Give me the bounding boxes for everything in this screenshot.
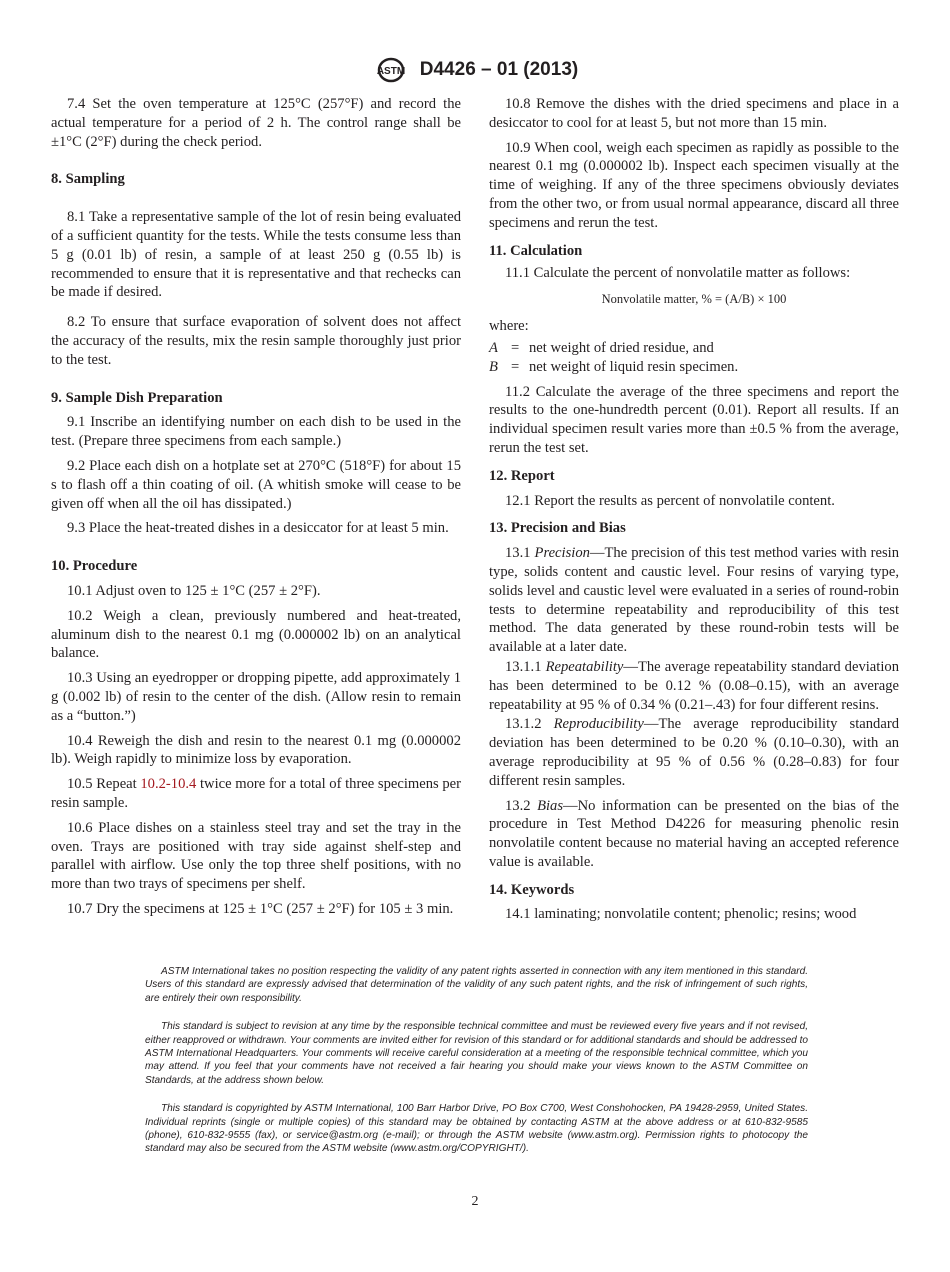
- section-heading-keywords: 14. Keywords: [489, 881, 575, 898]
- right-column: [489, 95, 899, 955]
- paragraph-7-4: 7.4 Set the oven temperature at 125°C (257°F) and record the actual temperature for a period of 2 h. The control range shall be ±1°C (2°F) during the check period.: [51, 96, 461, 150]
- paragraph-10-3: 10.3 Using an eyedropper or dropping pipette, add approximately 1 g (0.002 lb) of resin to the center of the dish. (Allow resin to remain as a “button.”): [51, 670, 461, 724]
- svg-text:ASTM: ASTM: [376, 66, 405, 77]
- left-column: [51, 95, 461, 955]
- paragraph-text: —The average reproducibility standard deviation has been determined to be 0.20 % (0.10–0.30), with an average reproducibility at 95 % of 0.56 % (0.28–0.83) for four different resin samples.: [489, 716, 899, 789]
- paragraph-9-1: 9.1 Inscribe an identifying number on each dish to be used in the test. (Prepare three specimens from each sample.): [51, 414, 461, 450]
- two-column-body: [51, 95, 899, 955]
- paragraph-9-3: 9.3 Place the heat-treated dishes in a desiccator for at least 5 min.: [67, 520, 449, 537]
- paragraph-13-1: [489, 544, 899, 657]
- paragraph-13-2: [489, 797, 899, 872]
- paragraph-11-2: 11.2 Calculate the average of the three specimens and report the results to the one-hundredth percent (0.01). Report all results. If an individual specimen result varies more than ±0.5 % from the average, rerun the test set.: [489, 383, 899, 456]
- footer-revision-notice: This standard is subject to revision at any time by the responsible technical committee and must be reviewed every five years and if not revised, either reapproved or withdrawn. Your comments are invited either for revision of this standard or for additional standards and should be addressed to ASTM International Headquarters. Your comments will receive careful consideration at a meeting of the responsible technical committee, which you may attend. If you feel that your comments have not received a fair hearing you should make your views known to the ASTM Committee on Standards, at the address shown below.: [145, 1021, 809, 1086]
- paragraph-12-1: 12.1 Report the results as percent of nonvolatile content.: [505, 492, 835, 509]
- paragraph-8-1: 8.1 Take a representative sample of the lot of resin being evaluated of a sufficient quantity for the tests. While the tests consume less than 5 g (0.01 lb) of resin, a sample of at least 250 g (0.55 lb) is recommended to ensure that it is representative and that rechecks can be made if desired.: [51, 209, 461, 301]
- paragraph-13-1-2: [489, 715, 899, 790]
- formula: Nonvolatile matter, % = (A/B) × 100: [601, 292, 787, 307]
- paragraph-number: 13.1.1: [505, 658, 546, 675]
- footer-notices: [145, 965, 808, 1156]
- paragraph-14-1: 14.1 laminating; nonvolatile content; phenolic; resins; wood: [505, 906, 857, 923]
- paragraph-title: Repeatability: [545, 658, 624, 675]
- definition-b: [489, 358, 899, 377]
- definition-a: [489, 339, 899, 358]
- paragraph-10-9: 10.9 When cool, weigh each specimen as rapidly as possible to the nearest 0.1 mg (0.000002 lb). Inspect each specimen visually at the time of weighing. If any of the three specimens obviously deviates from the other two, or from usual normal appearance, discard all three specimens and rerun the test.: [489, 139, 899, 231]
- where-label: where:: [489, 318, 529, 335]
- section-heading-report: 12. Report: [489, 467, 555, 484]
- paragraph-10-7: 10.7 Dry the specimens at 125 ± 1°C (257 ± 2°F) for 105 ± 3 min.: [67, 900, 454, 917]
- footer-copyright-notice: This standard is copyrighted by ASTM International, 100 Barr Harbor Drive, PO Box C700, West Conshohocken, PA 19428-2959, United States. Individual reprints (single or multiple copies) of this standard may be obtained by contacting ASTM at the above address or at 610-832-9585 (phone), 610-832-9555 (fax), or service@astm.org (e-mail); or through the ASTM website (www.astm.org). Permission rights to photocopy the standard may also be secured from the ASTM website (www.astm.org/COPYRIGHT/).: [145, 1103, 808, 1155]
- section-reference-link[interactable]: 10.2-10.4: [140, 776, 197, 793]
- paragraph-number: 13.1: [505, 545, 535, 562]
- equals: =: [511, 339, 520, 356]
- definition-text: net weight of dried residue, and: [529, 339, 714, 356]
- paragraph-title: Bias: [537, 797, 564, 814]
- paragraph-11-1: 11.1 Calculate the percent of nonvolatile matter as follows:: [505, 265, 851, 282]
- variable: A: [489, 339, 498, 356]
- section-heading-dish-preparation: 9. Sample Dish Preparation: [51, 389, 223, 406]
- paragraph-10-5: [51, 775, 461, 813]
- paragraph-10-1: 10.1 Adjust oven to 125 ± 1°C (257 ± 2°F).: [67, 582, 321, 599]
- paragraph-title: Reproducibility: [553, 716, 644, 733]
- section-heading-calculation: 11. Calculation: [489, 242, 583, 259]
- paragraph-10-4: 10.4 Reweigh the dish and resin to the nearest 0.1 mg (0.000002 lb). Weigh rapidly to minimize loss by evaporation.: [51, 732, 461, 768]
- footer-patent-notice: ASTM International takes no position respecting the validity of any patent rights asserted in connection with any item mentioned in this standard. Users of this standard are expressly advised that determination of the validity of any such patent rights, and the risk of infringement of such rights, are entirely their own responsibility.: [145, 966, 808, 1004]
- paragraph-8-2: 8.2 To ensure that surface evaporation of solvent does not affect the accuracy of the results, mix the resin sample thoroughly just prior to the test.: [51, 314, 461, 368]
- document-designation: D4426 – 01 (2013): [419, 59, 579, 80]
- section-heading-sampling: 8. Sampling: [51, 171, 125, 188]
- paragraph-13-1-1: [489, 658, 899, 714]
- paragraph-text: —The average repeatability standard deviation has been determined to be 0.12 % (0.08–0.15), with an average repeatability at 95 % of 0.34 % (0.21–.43) for four different resins.: [489, 658, 899, 713]
- paragraph-text: 10.5 Repeat: [67, 776, 141, 793]
- paragraph-9-2: 9.2 Place each dish on a hotplate set at 270°C (518°F) for about 15 s to flash off a thin coating of oil. (A whitish smoke will cease to be given off when all the oil has dissipated.): [51, 457, 461, 512]
- page-number: 2: [471, 1193, 479, 1209]
- equals: =: [511, 358, 520, 375]
- section-heading-precision-bias: 13. Precision and Bias: [489, 520, 626, 537]
- paragraph-number: 13.1.2: [505, 716, 554, 733]
- paragraph-10-8: 10.8 Remove the dishes with the dried specimens and place in a desiccator to cool for at least 5, but not more than 15 min.: [489, 96, 899, 131]
- section-heading-procedure: 10. Procedure: [51, 558, 138, 575]
- paragraph-text: —The precision of this test method varies with resin type, solids content and caustic level. Four resins of varying type, solids level and caustic level were evaluated in a series of round-robin tests to determine repeatability and reproducibility of this test method. The data generated by these round-robin tests will be available at a later date.: [489, 545, 900, 656]
- paragraph-text: twice more for a total of three specimens per resin sample.: [51, 776, 461, 811]
- paragraph-10-6: 10.6 Place dishes on a stainless steel tray and set the tray in the oven. Trays are positioned with tray side against shelf-step and parallel with airflow. Use only the top three shelf positions, with no more than two trays of specimens per shelf.: [51, 819, 461, 893]
- paragraph-title: Precision: [534, 545, 590, 562]
- definition-text: net weight of liquid resin specimen.: [529, 358, 739, 375]
- paragraph-number: 13.2: [505, 797, 538, 814]
- paragraph-10-2: 10.2 Weigh a clean, previously numbered and heat-treated, aluminum dish to the nearest 0.1 mg (0.000002 lb) on an analytical balance.: [51, 607, 461, 662]
- variable: B: [489, 358, 498, 375]
- paragraph-text: —No information can be presented on the bias of the procedure in Test Method D4226 for measuring phenolic resin nonvolatile content because no material having an accepted reference value is available.: [489, 797, 900, 870]
